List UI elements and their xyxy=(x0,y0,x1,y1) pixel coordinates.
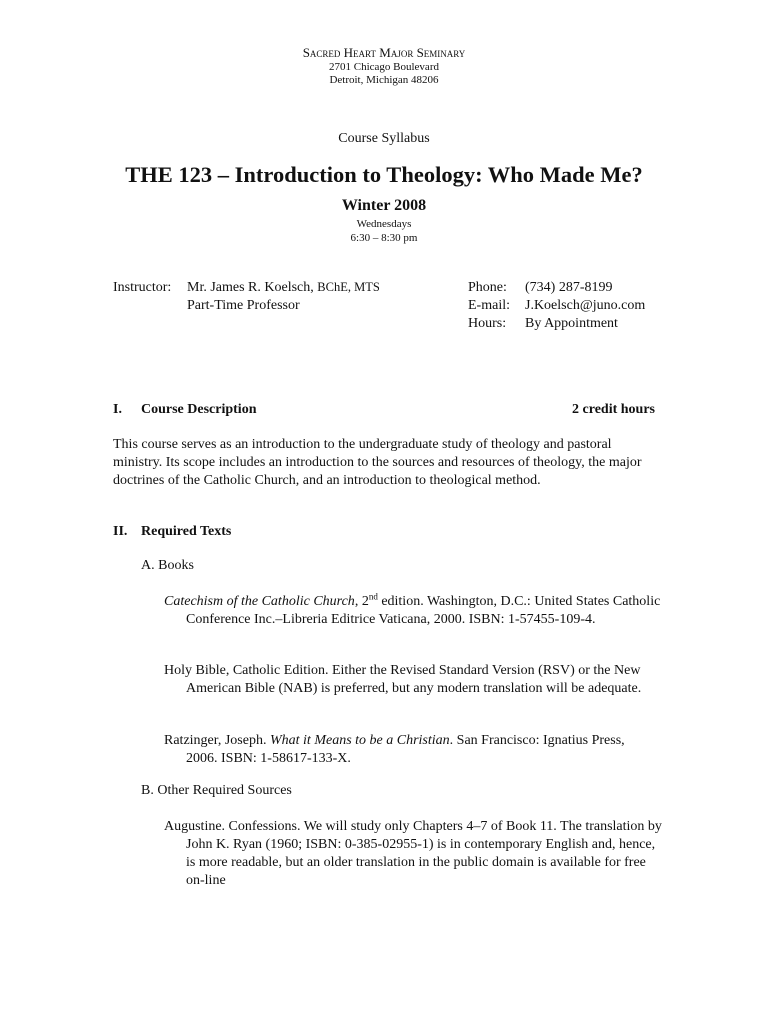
instructor-name-line xyxy=(187,280,380,296)
book-ratzinger-details: . San Francisco: Ignatius Press, 2006. ISBN: 1-58617-133-X. xyxy=(186,733,625,766)
book-bible: Holy Bible, Catholic Edition. Either the Revised Standard Version (RSV) or the New American Bible (NAB) is preferred, but any modern translation will be adequate. xyxy=(164,663,642,696)
book-catechism-title: Catechism of the Catholic Church xyxy=(164,594,355,609)
book-catechism-edition: , 2 xyxy=(354,594,369,609)
doc-type: Course Syllabus xyxy=(338,131,430,146)
email-label: E-mail: xyxy=(468,298,510,313)
term-day: Wednesdays xyxy=(356,218,412,230)
book-catechism-details: edition. Washington, D.C.: United States Catholic Conference Inc.–Libreria Editrice Vaticana, 2000. ISBN: 1-57455-109-4. xyxy=(186,594,661,627)
phone-value: (734) 287-8199 xyxy=(525,280,613,295)
section-2-number: II. xyxy=(113,524,128,539)
section-1-credits: 2 credit hours xyxy=(572,402,655,417)
instructor-name: Mr. James R. Koelsch, xyxy=(187,280,318,295)
book-catechism xyxy=(164,593,670,629)
hours-value: By Appointment xyxy=(525,316,618,331)
address-line-2: Detroit, Michigan 48206 xyxy=(329,74,439,86)
book-ratzinger-author: Ratzinger, Joseph. xyxy=(164,733,270,748)
section-1-heading: Course Description xyxy=(141,402,257,417)
subsection-b: B. Other Required Sources xyxy=(141,783,292,798)
instructor-label: Instructor: xyxy=(113,280,172,295)
section-2-heading: Required Texts xyxy=(141,524,232,539)
book-ratzinger-title: What it Means to be a Christian xyxy=(269,733,450,748)
instructor-role: Part-Time Professor xyxy=(187,298,300,313)
email-value: J.Koelsch@juno.com xyxy=(525,298,646,313)
subsection-a: A. Books xyxy=(141,558,194,573)
institution-name: Sacred Heart Major Seminary xyxy=(302,45,466,60)
term-time: 6:30 – 8:30 pm xyxy=(350,232,418,244)
section-1-number: I. xyxy=(113,402,122,417)
course-description: This course serves as an introduction to the undergraduate study of theology and pastoral ministry. Its scope includes an introduction to the sources and resources of theology, the major doctrines of the Catholic Church, and an introduction to theological method. xyxy=(113,437,642,488)
hours-label: Hours: xyxy=(468,316,507,331)
address-line-1: 2701 Chicago Boulevard xyxy=(329,61,439,73)
book-catechism-sup: nd xyxy=(368,591,378,602)
course-title: THE 123 – Introduction to Theology: Who Made Me? xyxy=(125,162,643,187)
term-name: Winter 2008 xyxy=(341,197,427,214)
phone-label: Phone: xyxy=(468,280,507,295)
instructor-credentials: BChE, MTS xyxy=(317,280,380,294)
source-augustine: Augustine. Confessions. We will study only Chapters 4–7 of Book 11. The translation by John K. Ryan (1960; ISBN: 0-385-02955-1) is in contemporary English and, hence, is more readable, but an older translation in the public domain is available for free on-line xyxy=(164,819,662,888)
book-ratzinger xyxy=(164,732,656,768)
